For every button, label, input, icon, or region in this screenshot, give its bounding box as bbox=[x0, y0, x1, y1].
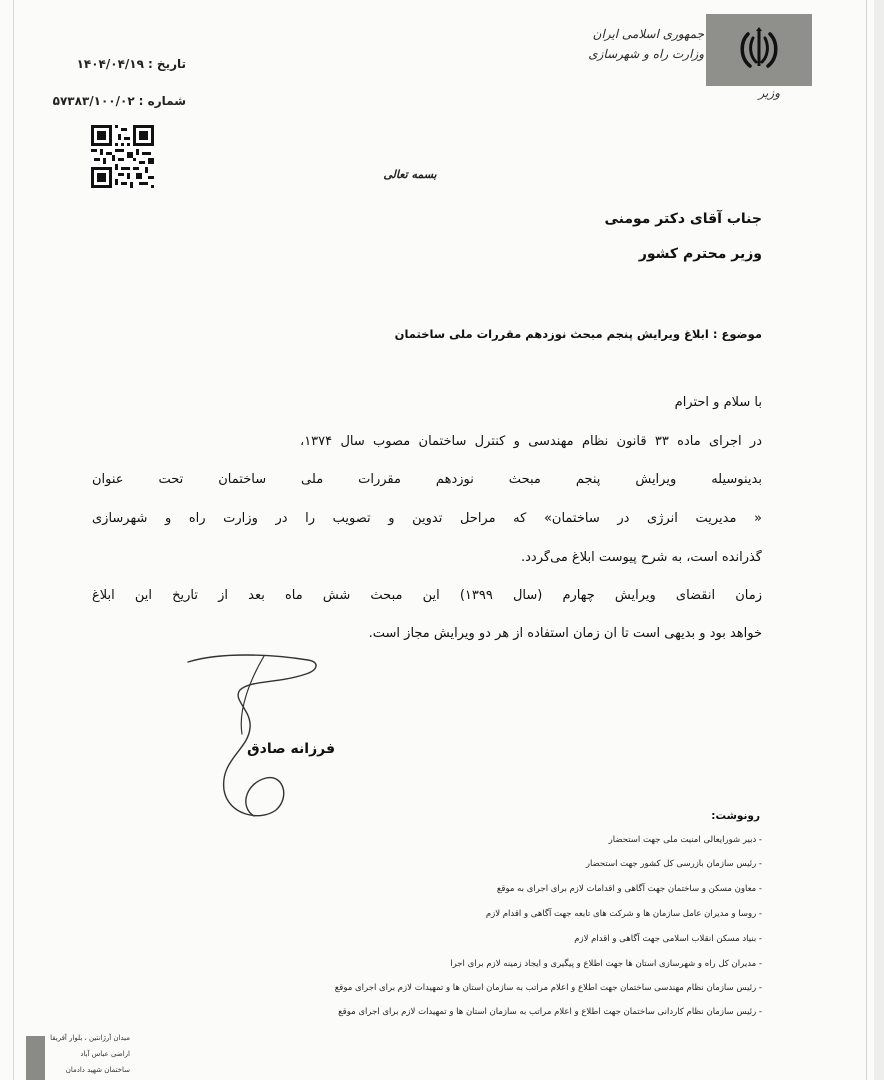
emblem-icon bbox=[736, 26, 782, 72]
date-row bbox=[60, 57, 186, 71]
addressee-title: وزیر محترم کشور bbox=[638, 246, 762, 262]
qr-code bbox=[91, 125, 154, 188]
ministry-line-2: وزارت راه و شهرسازی bbox=[588, 47, 704, 61]
body-line: گذرانده است، به شرح پیوست ابلاغ می‌گردد. bbox=[521, 550, 762, 565]
cc-item: - بنیاد مسکن انقلاب اسلامی جهت آگاهی و اقدام لازم bbox=[574, 934, 762, 944]
cc-title: رونوشت: bbox=[711, 810, 760, 822]
footer-address-line: میدان آرژانتین ، بلوار آفریقا bbox=[50, 1034, 130, 1042]
date-label: تاریخ : bbox=[147, 57, 186, 71]
body-line: بدینوسیله ویرایش پنجم مبحث نوزدهم مقررات ملی ساختمان تحت عنوان bbox=[92, 472, 762, 487]
ministry-line-1: جمهوری اسلامی ایران bbox=[592, 27, 704, 41]
letter-subject: موضوع : ابلاغ ویرایش پنجم مبحث نوزدهم مقررات ملی ساختمان bbox=[394, 327, 762, 341]
date-value: ۱۴۰۴/۰۴/۱۹ bbox=[76, 57, 144, 71]
body-line: « مدیریت انرژی در ساختمان» که مراحل تدوین و تصویب را در وزارت راه و شهرسازی bbox=[92, 511, 762, 526]
scan-margin bbox=[874, 0, 884, 1080]
page-edge-left bbox=[13, 0, 14, 1080]
cc-item: - معاون مسکن و ساختمان جهت آگاهی و اقدامات لازم برای اجرای به موقع bbox=[496, 884, 762, 894]
number-label: شماره : bbox=[138, 94, 186, 108]
body-line: زمان انقضای ویرایش چهارم (سال ۱۳۹۹) این مبحث شش ماه بعد از تاریخ این ابلاغ bbox=[92, 588, 762, 603]
bismillah-heading: بسمه تعالی bbox=[383, 168, 437, 181]
number-value: ۵۷۳۸۳/۱۰۰/۰۲ bbox=[52, 94, 135, 108]
ministry-name bbox=[544, 24, 704, 64]
cc-item: - رئیس سازمان بازرسی کل کشور جهت استحضار bbox=[585, 859, 762, 869]
iran-emblem-logo bbox=[706, 14, 812, 86]
qr-code-icon bbox=[91, 125, 154, 188]
addressee-name: جناب آقای دکتر مومنی bbox=[604, 211, 762, 227]
minister-tag: وزیر bbox=[758, 86, 780, 100]
body-line: در اجرای ماده ۳۳ قانون نظام مهندسی و کنترل ساختمان مصوب سال ۱۳۷۴، bbox=[300, 434, 762, 449]
handwritten-signature bbox=[180, 650, 340, 830]
signer-name: فرزانه صادق bbox=[247, 741, 335, 757]
number-row bbox=[36, 94, 186, 108]
cc-item: - روسا و مدیران عامل سازمان ها و شرکت های تابعه جهت آگاهی و اقدام لازم bbox=[485, 909, 762, 919]
page-edge-right bbox=[866, 0, 867, 1080]
cc-item: - مدیران کل راه و شهرسازی استان ها جهت اطلاع و پیگیری و ایجاد زمینه لازم برای اجرا bbox=[450, 959, 762, 969]
cc-item: - رئیس سازمان نظام مهندسی ساختمان جهت اطلاع و اعلام مراتب به سازمان استان ها و تمهیدات لازم برای اجرای موقع bbox=[334, 983, 762, 993]
body-line: خواهد بود و بدیهی است تا آن زمان استفاده از هر دو ویرایش مجاز است. bbox=[368, 626, 762, 641]
footer-address-line: ساختمان شهید دادمان bbox=[65, 1066, 130, 1074]
greeting: با سلام و احترام bbox=[674, 395, 762, 410]
cc-item: - دبیر شورایعالی امنیت ملی جهت استحضار bbox=[608, 835, 762, 845]
footer-mark bbox=[26, 1036, 45, 1080]
footer-address-line: اراضی عباس آباد bbox=[80, 1050, 130, 1058]
cc-item: - رئیس سازمان نظام کاردانی ساختمان جهت اطلاع و اعلام مراتب به سازمان استان ها و تمهیدات لازم برای اجرای موقع bbox=[338, 1007, 762, 1017]
